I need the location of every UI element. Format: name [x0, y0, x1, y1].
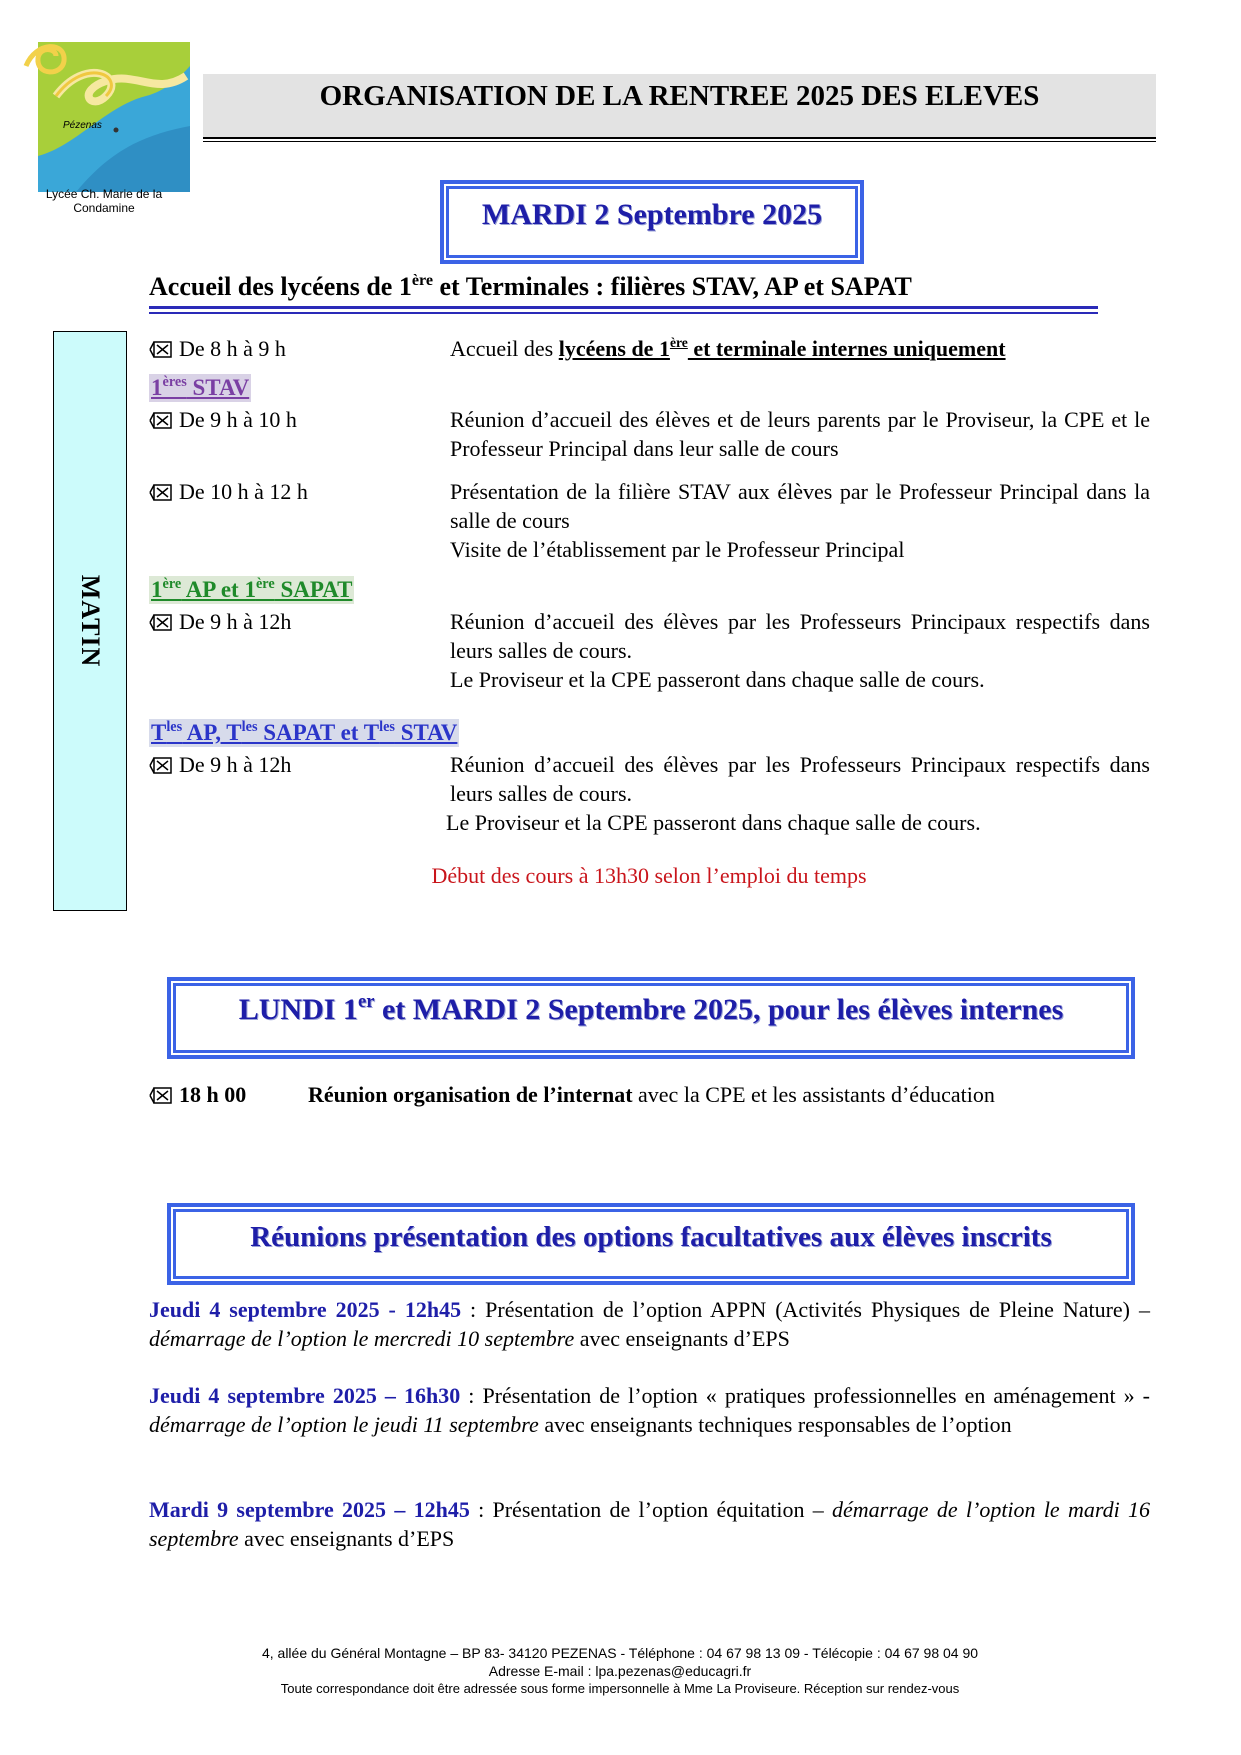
group-label-1eres-stav: 1ères STAV [151, 373, 250, 400]
group-label-1ere-ap-sapat: 1ère AP et 1ère SAPAT [151, 575, 353, 602]
slot-time: De 9 h à 12h [149, 607, 291, 636]
internes-meeting [149, 1080, 246, 1109]
logo-town: Pézenas [63, 120, 102, 131]
slot-time: De 9 h à 10 h [149, 405, 297, 434]
internes-time: 18 h 00 [179, 1082, 247, 1107]
slot-description: Présentation de la filière STAV aux élèves par le Professeur Principal dans la salle de cours [450, 479, 1150, 533]
footer-notice: Toute correspondance doit être adressée sous forme impersonnelle à Mme La Proviseure. Réception sur rendez-vous [280, 1681, 960, 1696]
section-heading: Accueil des lycéens de 1ère et Terminales : filières STAV, AP et SAPAT [149, 271, 912, 301]
day1-title: MARDI 2 Septembre 2025 [481, 198, 823, 231]
option-item: Jeudi 4 septembre 2025 – 16h30 : Présentation de l’option « pratiques professionnelles en aménagement » - démarrage de l’option le jeudi 11 septembre avec enseignants techniques responsables de l’option [149, 1383, 1150, 1437]
checkbox-x-icon [149, 484, 172, 501]
slot-description: Réunion d’accueil des élèves par les Professeurs Principaux respectifs dans leurs salles de cours. [450, 752, 1150, 806]
checkbox-x-icon [149, 341, 172, 358]
internes-title: LUNDI 1er et MARDI 2 Septembre 2025, pour les élèves internes [238, 991, 1064, 1026]
option-item: Jeudi 4 septembre 2025 - 12h45 : Présentation de l’option APPN (Activités Physiques de Pleine Nature) – démarrage de l’option le mercredi 10 septembre avec enseignants d’EPS [149, 1297, 1150, 1351]
logo-caption: Lycée Ch. Marie de la Condamine [45, 187, 163, 215]
group-label-terminales: $T^{les}$ AP, $T^{les}$ SAPAT et $T^{les}$ STAV [151, 718, 458, 745]
header-rule-thin [203, 141, 1156, 142]
slot-description: Réunion d’accueil des élèves et de leurs parents par le Proviseur, la CPE et le Professeur Principal dans leur salle de cours [450, 407, 1150, 461]
checkbox-x-icon [149, 412, 172, 429]
matin-label: MATIN [76, 574, 105, 668]
checkbox-x-icon [149, 757, 172, 774]
section-rule [149, 306, 1098, 309]
courses-start-note: Début des cours à 13h30 selon l’emploi du temps [431, 863, 867, 888]
page-title: ORGANISATION DE LA RENTREE 2025 DES ELEVES [319, 80, 1040, 112]
header-rule [203, 137, 1156, 139]
slot-time: De 10 h à 12 h [149, 477, 308, 506]
slot-description-extra: Le Proviseur et la CPE passeront dans chaque salle de cours. [450, 667, 985, 692]
internes-description: Réunion organisation de l’internat avec la CPE et les assistants d’éducation [308, 1082, 995, 1107]
slot-description: Accueil des lycéens de 1ère et terminale internes uniquement [450, 335, 1006, 361]
footer-email: Adresse E-mail : lpa.pezenas@educagri.fr [488, 1663, 752, 1679]
slot-time: De 9 h à 12h [149, 750, 291, 779]
options-title: Réunions présentation des options facultatives aux élèves inscrits [250, 1221, 1052, 1253]
slot-description-extra: Visite de l’établissement par le Professeur Principal [450, 537, 905, 562]
slot-description-extra: Le Proviseur et la CPE passeront dans chaque salle de cours. [446, 810, 981, 835]
slot-time: De 8 h à 9 h [149, 334, 286, 363]
school-logo [16, 36, 196, 196]
option-item: Mardi 9 septembre 2025 – 12h45 : Présentation de l’option équitation – démarrage de l’option le mardi 16 septembre avec enseignants d’EPS [149, 1497, 1150, 1551]
section-rule-thin [149, 312, 1098, 314]
checkbox-x-icon [149, 614, 172, 631]
slot-description: Réunion d’accueil des élèves par les Professeurs Principaux respectifs dans leurs salles de cours. [450, 609, 1150, 663]
checkbox-x-icon [149, 1087, 172, 1104]
footer-address: 4, allée du Général Montagne – BP 83- 34120 PEZENAS - Téléphone : 04 67 98 13 09 - Télécopie : 04 67 98 04 90 [261, 1645, 979, 1661]
